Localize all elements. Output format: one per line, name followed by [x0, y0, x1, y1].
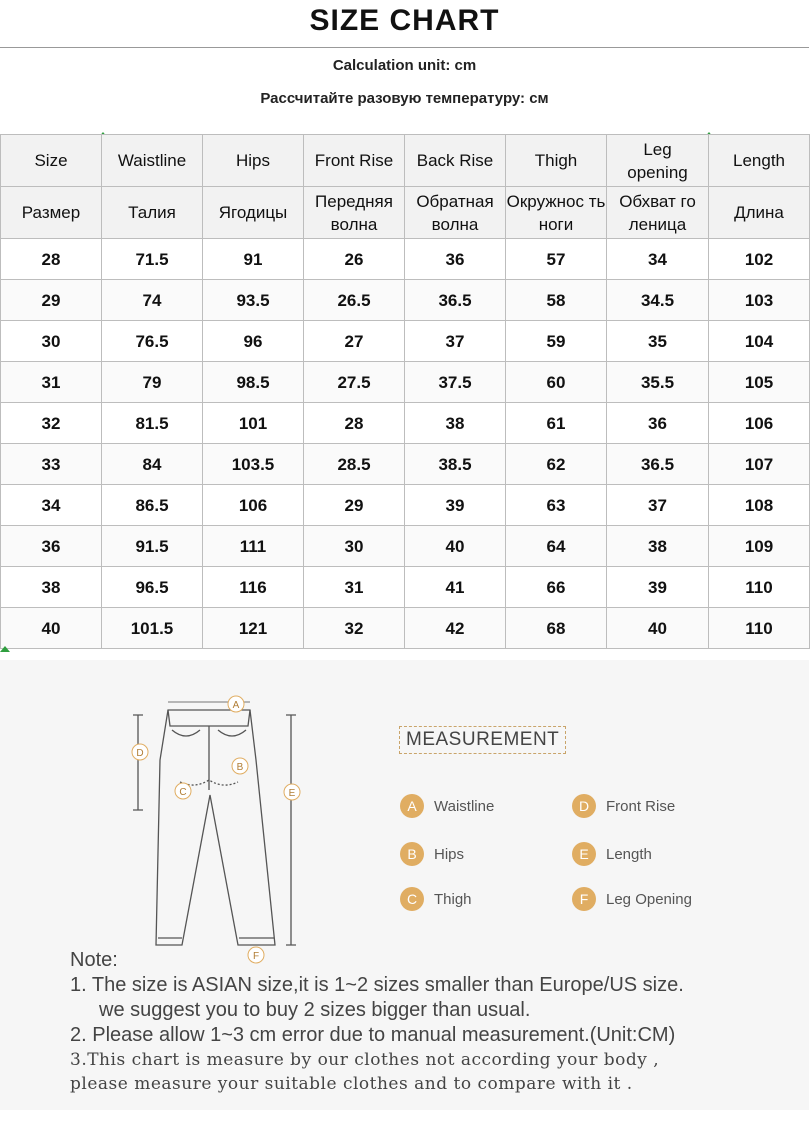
table-cell: 42: [405, 608, 506, 649]
header-cell: Size: [1, 135, 102, 187]
header-cell: Обхват го леница: [607, 187, 709, 239]
table-cell: 61: [506, 403, 607, 444]
table-row: [1, 280, 810, 321]
table-cell: 76.5: [102, 321, 203, 362]
table-cell: 40: [405, 526, 506, 567]
header-cell: Обратная волна: [405, 187, 506, 239]
table-cell: 36: [1, 526, 102, 567]
table-cell: 27.5: [304, 362, 405, 403]
table-cell: 36.5: [607, 444, 709, 485]
table-cell: 105: [709, 362, 810, 403]
table-cell: 109: [709, 526, 810, 567]
table-cell: 57: [506, 239, 607, 280]
unit-caption-en: Calculation unit: cm: [332, 57, 477, 74]
marker-b-label: B: [236, 762, 244, 773]
legend-label: Thigh: [434, 890, 472, 908]
table-cell: 93.5: [203, 280, 304, 321]
legend-badge-b-icon: B: [400, 842, 424, 866]
header-cell: Передняя волна: [304, 187, 405, 239]
table-cell: 64: [506, 526, 607, 567]
marker-d-label: D: [136, 748, 144, 759]
marker-a-label: A: [232, 700, 240, 711]
header-cell: Длина: [709, 187, 810, 239]
table-cell: 36: [607, 403, 709, 444]
legend-item-front-rise: [572, 794, 675, 818]
header-cell: Hips: [203, 135, 304, 187]
table-row: [1, 239, 810, 280]
table-cell: 32: [1, 403, 102, 444]
marker-c-label: C: [179, 787, 187, 798]
table-cell: 96: [203, 321, 304, 362]
header-cell: Окружнос ть ноги: [506, 187, 607, 239]
legend-badge-e-icon: E: [572, 842, 596, 866]
table-row: [1, 567, 810, 608]
table-cell: 84: [102, 444, 203, 485]
table-cell: 30: [304, 526, 405, 567]
table-row: [1, 485, 810, 526]
table-cell: 38: [607, 526, 709, 567]
table-cell: 116: [203, 567, 304, 608]
table-cell: 74: [102, 280, 203, 321]
table-cell: 37: [607, 485, 709, 526]
header-cell: Waistline: [102, 135, 203, 187]
legend-label: Leg Opening: [606, 890, 692, 908]
legend-item-hips: [400, 842, 464, 866]
table-cell: 29: [1, 280, 102, 321]
table-cell: 106: [709, 403, 810, 444]
marker-f-label: F: [252, 951, 260, 962]
title-divider: [0, 47, 809, 48]
table-cell: 39: [405, 485, 506, 526]
table-cell: 91.5: [102, 526, 203, 567]
table-cell: 30: [1, 321, 102, 362]
table-cell: 28: [304, 403, 405, 444]
table-cell: 107: [709, 444, 810, 485]
header-cell: Leg opening: [607, 135, 709, 187]
table-cell: 40: [607, 608, 709, 649]
table-cell: 31: [304, 567, 405, 608]
legend-item-thigh: [400, 887, 472, 911]
table-cell: 26.5: [304, 280, 405, 321]
table-cell: 58: [506, 280, 607, 321]
table-cell: 37.5: [405, 362, 506, 403]
header-cell: Thigh: [506, 135, 607, 187]
table-cell: 106: [203, 485, 304, 526]
page-title: SIZE CHART: [309, 4, 500, 37]
table-cell: 102: [709, 239, 810, 280]
note-line: 1. The size is ASIAN size,it is 1~2 sizes smaller than Europe/US size.: [70, 974, 684, 996]
table-cell: 101.5: [102, 608, 203, 649]
header-cell: Ягодицы: [203, 187, 304, 239]
table-row: [1, 362, 810, 403]
table-cell: 28.5: [304, 444, 405, 485]
table-cell: 63: [506, 485, 607, 526]
header-row-en: [1, 135, 810, 187]
table-cell: 34.5: [607, 280, 709, 321]
table-cell: 103: [709, 280, 810, 321]
table-cell: 33: [1, 444, 102, 485]
table-cell: 96.5: [102, 567, 203, 608]
table-cell: 68: [506, 608, 607, 649]
header-cell: Талия: [102, 187, 203, 239]
measurement-heading: MEASUREMENT: [399, 726, 566, 754]
table-cell: 34: [607, 239, 709, 280]
table-cell: 66: [506, 567, 607, 608]
table-cell: 38: [1, 567, 102, 608]
table-row: [1, 526, 810, 567]
legend-label: Length: [606, 845, 652, 863]
note-line: 2. Please allow 1~3 cm error due to manual measurement.(Unit:CM): [70, 1024, 676, 1046]
note-line: we suggest you to buy 2 sizes bigger than usual.: [99, 999, 531, 1021]
table-cell: 37: [405, 321, 506, 362]
legend-badge-c-icon: C: [400, 887, 424, 911]
legend-label: Waistline: [434, 797, 495, 815]
notes-section: [70, 948, 790, 1096]
table-cell: 36: [405, 239, 506, 280]
table-cell: 38.5: [405, 444, 506, 485]
table-cell: 110: [709, 608, 810, 649]
unit-caption-ru: Рассчитайте разовую температуру: см: [260, 90, 549, 107]
table-cell: 27: [304, 321, 405, 362]
corner-marker: [0, 646, 10, 652]
header-row-ru: [1, 187, 810, 239]
table-cell: 81.5: [102, 403, 203, 444]
note-line: please measure your suitable clothes and to compare with it .: [70, 1074, 633, 1094]
table-cell: 34: [1, 485, 102, 526]
table-cell: 41: [405, 567, 506, 608]
table-cell: 121: [203, 608, 304, 649]
table-cell: 110: [709, 567, 810, 608]
table-cell: 103.5: [203, 444, 304, 485]
marker-e-label: E: [288, 788, 296, 799]
table-cell: 36.5: [405, 280, 506, 321]
header-cell: Back Rise: [405, 135, 506, 187]
notes-heading: Note:: [70, 949, 118, 971]
table-cell: 26: [304, 239, 405, 280]
table-cell: 60: [506, 362, 607, 403]
table-cell: 40: [1, 608, 102, 649]
table-cell: 39: [607, 567, 709, 608]
table-row: [1, 444, 810, 485]
legend-item-length: [572, 842, 652, 866]
table-cell: 59: [506, 321, 607, 362]
table-cell: 38: [405, 403, 506, 444]
note-line: 3.This chart is measure by our clothes not according your body ,: [70, 1050, 660, 1070]
table-cell: 35.5: [607, 362, 709, 403]
table-cell: 62: [506, 444, 607, 485]
table-row: [1, 608, 810, 649]
size-table-body: [1, 135, 810, 649]
table-cell: 111: [203, 526, 304, 567]
pants-diagram: [120, 690, 320, 962]
legend-label: Front Rise: [606, 797, 676, 815]
table-cell: 86.5: [102, 485, 203, 526]
table-cell: 35: [607, 321, 709, 362]
table-cell: 32: [304, 608, 405, 649]
table-cell: 108: [709, 485, 810, 526]
table-cell: 101: [203, 403, 304, 444]
table-cell: 31: [1, 362, 102, 403]
legend-badge-d-icon: D: [572, 794, 596, 818]
header-cell: Front Rise: [304, 135, 405, 187]
table-cell: 104: [709, 321, 810, 362]
legend-label: Hips: [434, 845, 465, 863]
table-cell: 28: [1, 239, 102, 280]
legend-badge-a-icon: A: [400, 794, 424, 818]
table-cell: 91: [203, 239, 304, 280]
legend-item-leg-opening: [572, 887, 692, 911]
header-cell: Length: [709, 135, 810, 187]
size-table: [0, 134, 810, 649]
legend-item-waistline: [400, 794, 494, 818]
table-cell: 79: [102, 362, 203, 403]
header-cell: Размер: [1, 187, 102, 239]
legend-badge-f-icon: F: [572, 887, 596, 911]
measurement-guide: [0, 660, 809, 1110]
table-cell: 98.5: [203, 362, 304, 403]
table-cell: 29: [304, 485, 405, 526]
table-row: [1, 321, 810, 362]
table-row: [1, 403, 810, 444]
table-cell: 71.5: [102, 239, 203, 280]
